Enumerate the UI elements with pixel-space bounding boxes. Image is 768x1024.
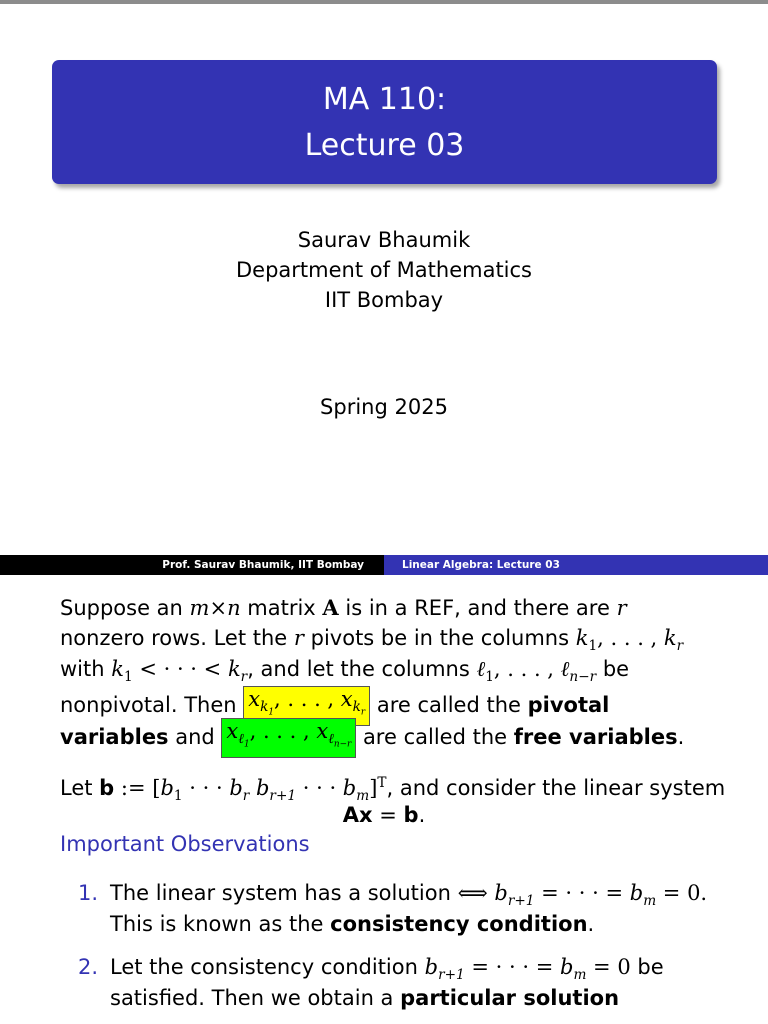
footer-author: Prof. Saurav Bhaumik, IIT Bombay [0,555,384,575]
body-line-3: with $k_1$ < · · · < $k_r$, and let the columns ℓ$_1$, . . . , ℓ$_{n-r}$ be [60,657,630,686]
department: Department of Mathematics [236,258,532,282]
footer-title: Linear Algebra: Lecture 03 [384,555,768,575]
body-line-2: nonzero rows. Let the r pivots be in the columns $k_1$, . . . , $k_r$ [60,626,684,655]
obs2-line-1: Let the consistency condition $b_{r+1}$ = · · · = $b_m = 0$ be [110,955,664,984]
title-line2: Lecture 03 [304,128,465,163]
free-variables-term: free variables [513,724,678,749]
body-line-6: Let b := [$b_1$ · · · $b_r$ $b_{r+1}$ · · · $b_m]^T$, and consider the linear system [60,775,726,805]
body-line-4: nonpivotal. Then $x_{k_1}$, . . . , $x_{k_r}$ are called the pivotal [60,686,740,726]
author-name: Saurav Bhaumik [297,228,471,252]
title-line1: MA 110: [322,82,447,117]
obs1-line-1: The linear system has a solution ⟺ $b_{r+1}$ = · · · = $b_m = 0$. [110,881,708,910]
obs1-number: 1. [78,881,99,905]
pivotal-term: pivotal [527,692,610,717]
obs1-line-2: This is known as the consistency condition. [110,912,595,936]
obs2-number: 2. [78,955,99,979]
free-variables-highlight: $x_{\ell_1}$, . . . , $x_{\ell_{n-r}}$ [221,718,356,758]
institution: IIT Bombay [324,288,444,312]
term: Spring 2025 [320,395,448,419]
pivotal-variables-highlight: $x_{k_1}$, . . . , $x_{k_r}$ [243,686,370,726]
body-line-1: Suppose an m×n matrix A is in a REF, and there are r [60,595,627,620]
slide-top-border [0,0,768,4]
obs2-line-2: satisfied. Then we obtain a particular solution [110,986,620,1010]
body-line-5: variables and $x_{\ell_1}$, . . . , $x_{\ell_{n-r}}$ are called the free variables. [60,718,740,758]
title-box [52,60,717,184]
footer-bar [0,555,768,575]
linear-system-equation: Ax = b. [342,803,426,827]
observations-heading: Important Observations [60,832,310,856]
author-block [0,225,768,315]
